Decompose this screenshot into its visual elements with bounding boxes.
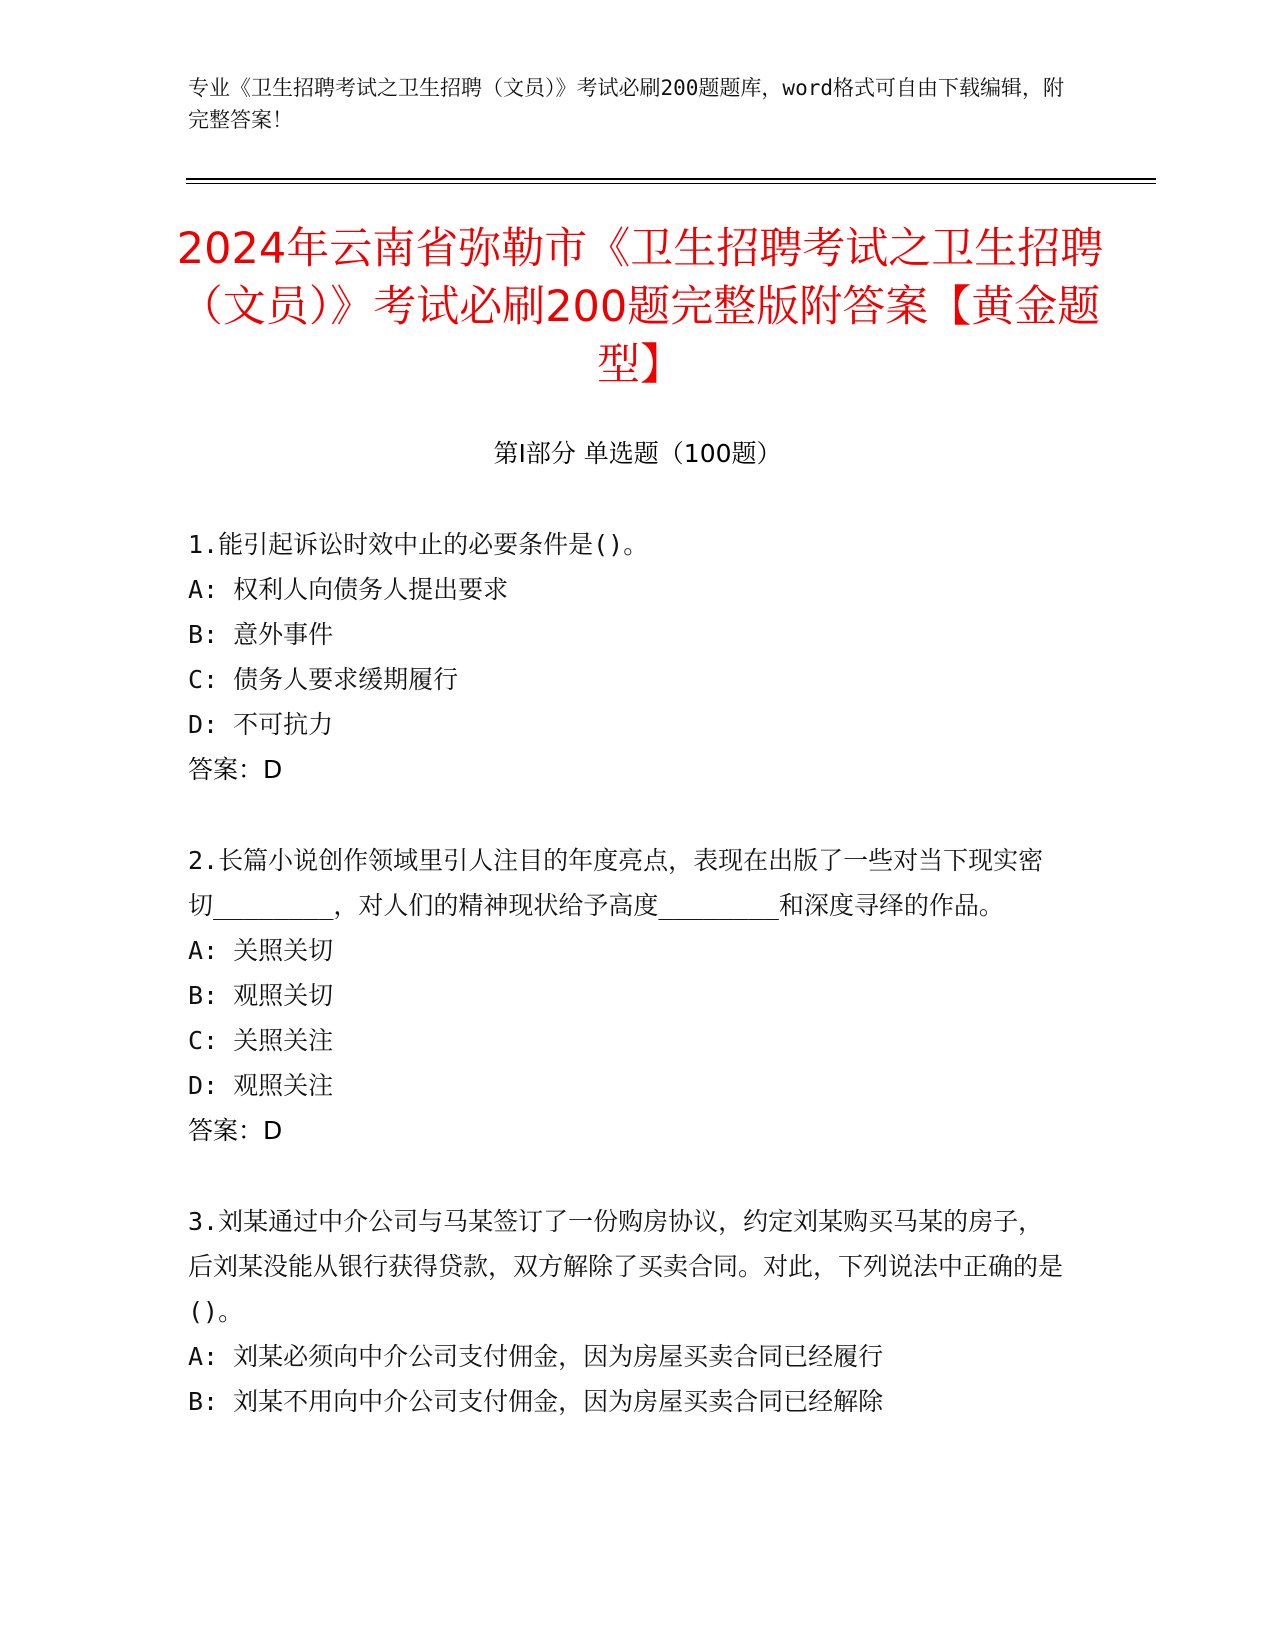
option-d: D: 不可抗力: [188, 710, 334, 739]
answer-line: 答案：D: [188, 1116, 283, 1145]
question-stem: 1.能引起诉讼时效中止的必要条件是()。: [188, 530, 649, 559]
option-d: D: 观照关注: [188, 1071, 334, 1100]
option-c: C: 关照关注: [188, 1026, 334, 1055]
question-1: [188, 522, 1068, 792]
section-heading: 第Ⅰ部分 单选题（100题）: [493, 439, 782, 468]
question-stem: 2.长篇小说创作领域里引人注目的年度亮点，表现在出版了一些对当下现实密切________，对人们的精神现状给予高度________和深度寻绎的作品。: [188, 846, 1044, 920]
option-b: B: 意外事件: [188, 620, 334, 649]
option-a: A: 权利人向债务人提出要求: [188, 575, 509, 604]
question-3: [188, 1199, 1068, 1424]
question-2: [188, 838, 1068, 1153]
document-title: 2024年云南省弥勒市《卫生招聘考试之卫生招聘（文员）》考试必刷200题完整版附答案【黄金题型】: [176, 224, 1104, 390]
option-b: B: 观照关切: [188, 981, 334, 1010]
option-c: C: 债务人要求缓期履行: [188, 665, 459, 694]
option-a: A: 刘某必须向中介公司支付佣金，因为房屋买卖合同已经履行: [188, 1342, 884, 1371]
question-stem: 3.刘某通过中介公司与马某签订了一份购房协议，约定刘某购买马某的房子，后刘某没能从银行获得贷款，双方解除了买卖合同。对此，下列说法中正确的是()。: [188, 1207, 1064, 1326]
option-a: A: 关照关切: [188, 936, 334, 965]
header-rule-thin: [186, 183, 1156, 184]
option-b: B: 刘某不用向中介公司支付佣金，因为房屋买卖合同已经解除: [188, 1387, 884, 1416]
header-rule-thick: [186, 178, 1156, 180]
question-list: [188, 522, 1068, 1470]
answer-line: 答案：D: [188, 755, 283, 784]
header-note: 专业《卫生招聘考试之卫生招聘（文员）》考试必刷200题题库，word格式可自由下载编辑，附完整答案！: [188, 76, 1064, 132]
